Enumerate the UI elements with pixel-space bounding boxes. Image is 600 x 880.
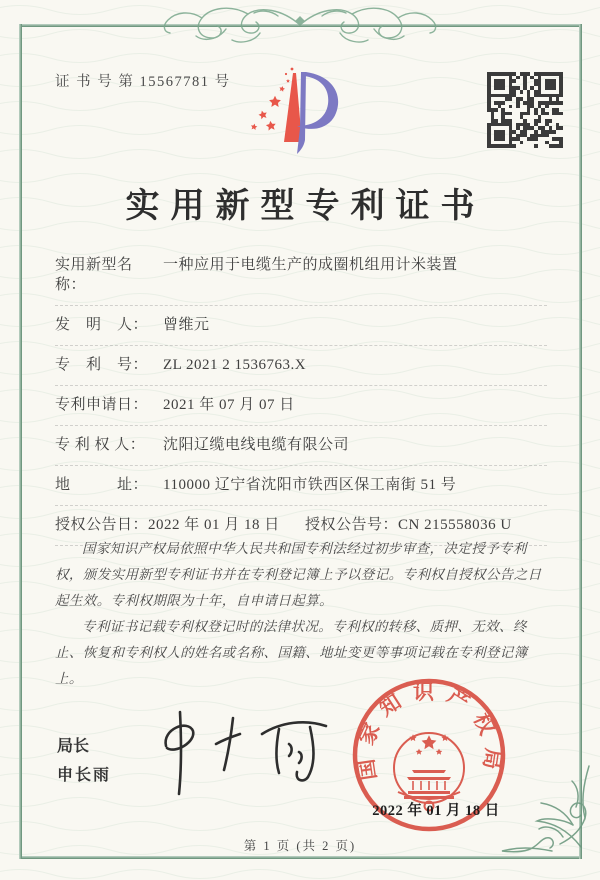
fields-block	[55, 255, 547, 555]
director-title: 局长	[57, 738, 90, 755]
qr-code	[487, 72, 563, 148]
director-name: 申长雨	[57, 767, 112, 784]
guilloche-line	[0, 870, 600, 879]
seal-date: 2022 年 01 月 18 日	[372, 803, 500, 819]
grant-number-label: 授权公告号：	[305, 517, 399, 533]
cnipa-patent-logo-icon	[236, 62, 360, 162]
field-row-patent-number	[55, 355, 547, 386]
legal-text-block	[55, 536, 548, 692]
qr-module	[559, 144, 563, 148]
field-value: 一种应用于电缆生产的成圈机组用计米装置	[163, 257, 458, 273]
guilloche-line	[0, 246, 600, 255]
field-value: 沈阳辽缆电线电缆有限公司	[163, 437, 350, 453]
field-value: 110000 辽宁省沈阳市铁西区保工南街 51 号	[163, 477, 457, 493]
grant-number-value: CN 215558036 U	[398, 517, 512, 533]
field-value: 曾维元	[163, 317, 210, 333]
field-value: 2021 年 07 月 07 日	[163, 397, 295, 413]
field-label: 实用新型名称：	[55, 257, 133, 293]
field-value: ZL 2021 2 1536763.X	[163, 357, 307, 373]
frame-right-line	[579, 24, 582, 859]
svg-text:国家知识产权局	[352, 680, 505, 782]
handwritten-signature-icon	[138, 702, 353, 807]
field-label: 专 利 权 人：	[55, 437, 146, 453]
frame-left-line	[19, 24, 22, 859]
field-label: 发 明 人：	[55, 317, 149, 333]
field-row-inventor	[55, 315, 547, 346]
page-number: 第 1 页 (共 2 页)	[243, 839, 357, 853]
field-label: 专 利 号：	[55, 357, 149, 373]
grant-date-label: 授权公告日：	[55, 517, 149, 533]
field-label: 专利申请日：	[55, 397, 149, 413]
top-filigree-ornament-icon	[110, 2, 490, 48]
field-row-patentee	[55, 435, 547, 466]
field-row-address	[55, 475, 547, 506]
field-row-name	[55, 255, 547, 306]
certificate-title: 实用新型专利证书	[125, 188, 486, 225]
field-row-filing-date	[55, 395, 547, 426]
legal-paragraph-1: 国家知识产权局依照中华人民共和国专利法经过初步审查，决定授予专利权，颁发实用新型专利证书并在专利登记簿上予以登记。专利权自授权公告之日起生效。专利权期限为十年，自申请日起算。	[55, 541, 542, 608]
field-label: 地 址：	[55, 477, 149, 493]
grant-date-value: 2022 年 01 月 18 日	[148, 517, 280, 533]
certificate-number: 证 书 号 第 15567781 号	[55, 74, 231, 90]
seal-ring-text: 国家知识产权局	[352, 680, 506, 782]
legal-paragraph-2: 专利证书记载专利权登记时的法律状况。专利权的转移、质押、无效、终止、恢复和专利权人的姓名或名称、国籍、地址变更等事项记载在专利登记簿上。	[55, 619, 528, 686]
